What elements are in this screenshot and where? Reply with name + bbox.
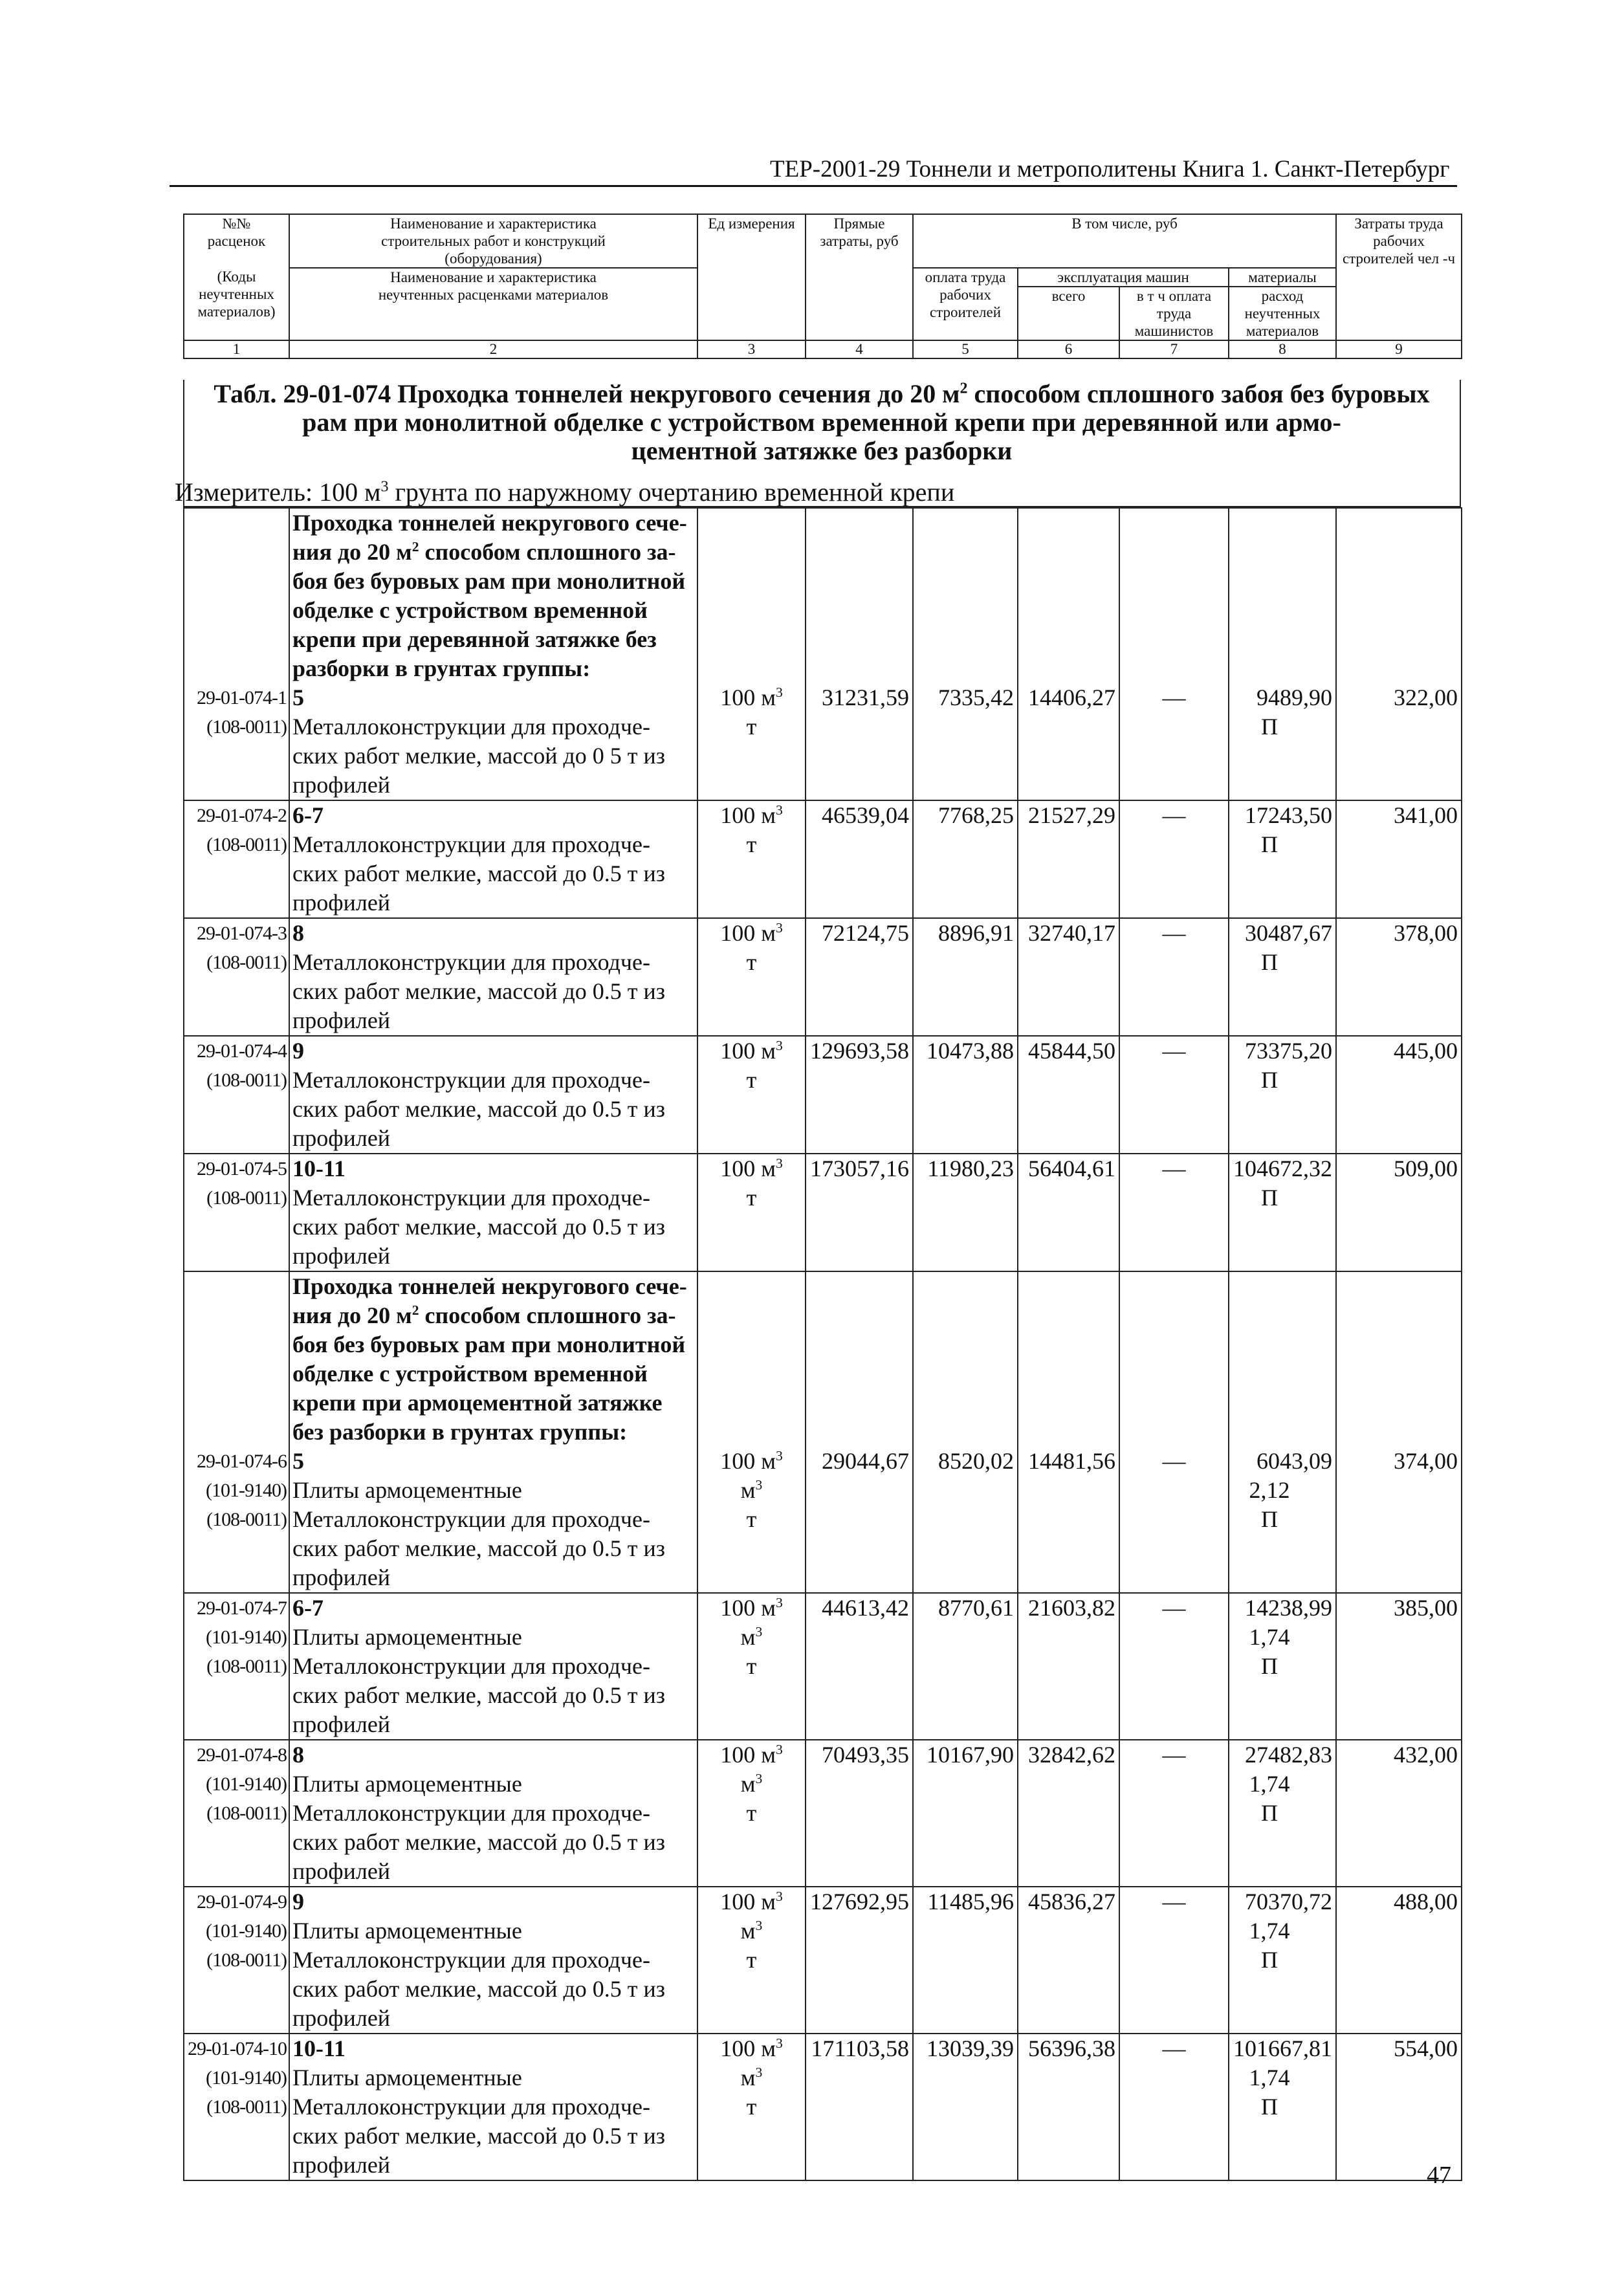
unit-cell: 100 $м^3$ $м^3$ т [697, 1740, 806, 1887]
unit-cell: 100 $м^3$ т [697, 508, 806, 800]
machinists-cost: — [1119, 1154, 1229, 1271]
table-row [184, 918, 1462, 1036]
header-machines-col: эксплуатация машин [1018, 268, 1229, 287]
header-unit-col: Ед измерения [697, 214, 806, 340]
header-machinists-col: в т ч оплата труда машинистов [1119, 287, 1229, 340]
labor-hours: 445,00 [1336, 1036, 1462, 1154]
labor-cost: 13039,39 [913, 2034, 1018, 2180]
labor-cost: 7768,25 [913, 800, 1018, 918]
materials-cost: 104672,32 П [1229, 1154, 1336, 1271]
section-measure: Измеритель: 100 $м^3$ грунта по наружному очертанию временной крепи [175, 477, 955, 507]
machinists-cost: — [1119, 800, 1229, 918]
materials-cost: 30487,67 П [1229, 918, 1336, 1036]
rate-code: 29-01-074-6 (101-9140) (108-0011) [184, 1271, 289, 1593]
materials-cost: 27482,83 1,74 П [1229, 1740, 1336, 1887]
work-name: 8 Металлоконструкции для проходче- ских работ мелкие, массой до 0.5 т из профилей [289, 918, 697, 1036]
machinists-cost: — [1119, 1740, 1229, 1887]
header-rule [170, 185, 1457, 187]
machinists-cost: — [1119, 1036, 1229, 1154]
work-name: 6-7 Плиты армоцементные Металлоконструкции для проходче- ских работ мелкие, массой до 0.5 т из профилей [289, 1593, 697, 1740]
section-title: Табл. 29-01-074 Проходка тоннелей некругового сечения до 20 $м^2$ способом сплошного забоя без буровых рам при монолитной обделке с устройством временной крепи при деревянной или армо- цементной затяжке без разборки [214, 379, 1430, 465]
machinists-cost: — [1119, 918, 1229, 1036]
table-row [184, 1887, 1462, 2034]
rate-code: 29-01-074-3 (108-0011) [184, 918, 289, 1036]
header-materials-col: материалы [1229, 268, 1336, 287]
direct-cost: 127692,95 [806, 1887, 913, 2034]
work-name: 9 Плиты армоцементные Металлоконструкции для проходче- ских работ мелкие, массой до 0.5 т из профилей [289, 1887, 697, 2034]
machinists-cost: — [1119, 1593, 1229, 1740]
table-row [184, 1154, 1462, 1271]
header-code-col: №№ расценок [184, 214, 289, 268]
labor-cost: 8520,02 [913, 1271, 1018, 1593]
labor-cost: 7335,42 [913, 508, 1018, 800]
work-name: 6-7 Металлоконструкции для проходче- ских работ мелкие, массой до 0.5 т из профилей [289, 800, 697, 918]
header-column-numbers: 1 2 3 4 5 6 7 8 9 [184, 340, 1462, 358]
materials-cost: 101667,81 1,74 П [1229, 2034, 1336, 2180]
direct-cost: 29044,67 [806, 1271, 913, 1593]
materials-cost: 17243,50 П [1229, 800, 1336, 918]
header-hours-col: Затраты труда рабочих строителей чел -ч [1336, 214, 1462, 340]
table-row [184, 1593, 1462, 1740]
direct-cost: 72124,75 [806, 918, 913, 1036]
machines-cost: 21527,29 [1018, 800, 1119, 918]
materials-cost: 73375,20 П [1229, 1036, 1336, 1154]
work-name: 8 Плиты армоцементные Металлоконструкции для проходче- ских работ мелкие, массой до 0.5 т из профилей [289, 1740, 697, 1887]
labor-hours: 341,00 [1336, 800, 1462, 918]
table-row [184, 1740, 1462, 1887]
machines-cost: 32740,17 [1018, 918, 1119, 1036]
direct-cost: 173057,16 [806, 1154, 913, 1271]
table-row [184, 800, 1462, 918]
materials-cost: 14238,99 1,74 П [1229, 1593, 1336, 1740]
labor-hours: 432,00 [1336, 1740, 1462, 1887]
running-header: ТЕР-2001-29 Тоннели и метрополитены Книга 1. Санкт-Петербург [770, 156, 1450, 182]
rates-table [183, 507, 1462, 2181]
unit-cell: 100 $м^3$ т [697, 1036, 806, 1154]
direct-cost: 44613,42 [806, 1593, 913, 1740]
machines-cost: 45844,50 [1018, 1036, 1119, 1154]
labor-cost: 8770,61 [913, 1593, 1018, 1740]
header-direct-col: Прямые затраты, руб [806, 214, 913, 340]
materials-cost: 70370,72 1,74 П [1229, 1887, 1336, 2034]
labor-cost: 10473,88 [913, 1036, 1018, 1154]
labor-hours: 554,00 [1336, 2034, 1462, 2180]
unit-cell: 100 $м^3$ т [697, 1154, 806, 1271]
rate-code: 29-01-074-8 (101-9140) (108-0011) [184, 1740, 289, 1887]
table-header [183, 214, 1462, 359]
unit-cell: 100 $м^3$ $м^3$ т [697, 1593, 806, 1740]
labor-hours: 378,00 [1336, 918, 1462, 1036]
work-name: 10-11 Металлоконструкции для проходче- ских работ мелкие, массой до 0.5 т из профилей [289, 1154, 697, 1271]
labor-hours: 385,00 [1336, 1593, 1462, 1740]
header-group-col: В том числе, руб [913, 214, 1336, 268]
machinists-cost: — [1119, 1887, 1229, 2034]
machines-cost: 21603,82 [1018, 1593, 1119, 1740]
labor-cost: 11485,96 [913, 1887, 1018, 2034]
labor-hours: 509,00 [1336, 1154, 1462, 1271]
machinists-cost: — [1119, 508, 1229, 800]
direct-cost: 46539,04 [806, 800, 913, 918]
table-row [184, 1036, 1462, 1154]
materials-cost: 6043,09 2,12 П [1229, 1271, 1336, 1593]
table-row [184, 2034, 1462, 2180]
machines-cost: 56396,38 [1018, 2034, 1119, 2180]
machines-cost: 45836,27 [1018, 1887, 1119, 2034]
machinists-cost: — [1119, 2034, 1229, 2180]
unit-cell: 100 $м^3$ $м^3$ т [697, 2034, 806, 2180]
header-labor-col: оплата труда рабочих строителей [913, 268, 1018, 340]
rate-code: 29-01-074-2 (108-0011) [184, 800, 289, 918]
labor-cost: 11980,23 [913, 1154, 1018, 1271]
machines-cost: 32842,62 [1018, 1740, 1119, 1887]
work-name: 9 Металлоконструкции для проходче- ских работ мелкие, массой до 0.5 т из профилей [289, 1036, 697, 1154]
unit-cell: 100 $м^3$ т [697, 800, 806, 918]
rate-code: 29-01-074-5 (108-0011) [184, 1154, 289, 1271]
labor-hours: 488,00 [1336, 1887, 1462, 2034]
unit-cell: 100 $м^3$ $м^3$ т [697, 1271, 806, 1593]
header-machines-total-col: всего [1018, 287, 1119, 340]
section-header [175, 379, 1461, 507]
work-name: Проходка тоннелей некругового сече- ния до 20 $м^2$ способом сплошного за- боя без буровых рам при монолитной обделке с устройством временной крепи при деревянной затяжке без разборки в грунтах группы: 5 Металлоконструкции для проходче- ских работ мелкие, массой до 0 5 т из профилей [289, 508, 697, 800]
table-row [184, 1271, 1462, 1593]
table-row [184, 508, 1462, 800]
machines-cost: 14481,56 [1018, 1271, 1119, 1593]
header-name-col: Наименование и характеристика строительных работ и конструкций (оборудования) [289, 214, 697, 268]
unit-cell: 100 $м^3$ $м^3$ т [697, 1887, 806, 2034]
direct-cost: 171103,58 [806, 2034, 913, 2180]
header-unaccounted-col: расход неучтенных материалов [1229, 287, 1336, 340]
header-name-col-2: Наименование и характеристика неучтенных расценками материалов [289, 268, 697, 340]
machinists-cost: — [1119, 1271, 1229, 1593]
materials-cost: 9489,90 П [1229, 508, 1336, 800]
rate-code: 29-01-074-9 (101-9140) (108-0011) [184, 1887, 289, 2034]
machines-cost: 56404,61 [1018, 1154, 1119, 1271]
page-number: 47 [1427, 2162, 1451, 2189]
direct-cost: 70493,35 [806, 1740, 913, 1887]
machines-cost: 14406,27 [1018, 508, 1119, 800]
header-code-col-2: (Коды неучтенных материалов) [184, 268, 289, 340]
rate-code: 29-01-074-10 (101-9140) (108-0011) [184, 2034, 289, 2180]
rate-code: 29-01-074-1 (108-0011) [184, 508, 289, 800]
direct-cost: 129693,58 [806, 1036, 913, 1154]
labor-cost: 10167,90 [913, 1740, 1018, 1887]
work-name: Проходка тоннелей некругового сече- ния до 20 $м^2$ способом сплошного за- боя без буровых рам при монолитной обделке с устройством временной крепи при армоцементной затяжке без разборки в грунтах группы: 5 Плиты армоцементные Металлоконструкции для проходче- ских работ мелкие, массой до 0.5 т из профилей [289, 1271, 697, 1593]
labor-cost: 8896,91 [913, 918, 1018, 1036]
rate-code: 29-01-074-7 (101-9140) (108-0011) [184, 1593, 289, 1740]
rate-code: 29-01-074-4 (108-0011) [184, 1036, 289, 1154]
direct-cost: 31231,59 [806, 508, 913, 800]
labor-hours: 322,00 [1336, 508, 1462, 800]
labor-hours: 374,00 [1336, 1271, 1462, 1593]
work-name: 10-11 Плиты армоцементные Металлоконструкции для проходче- ских работ мелкие, массой до 0.5 т из профилей [289, 2034, 697, 2180]
unit-cell: 100 $м^3$ т [697, 918, 806, 1036]
